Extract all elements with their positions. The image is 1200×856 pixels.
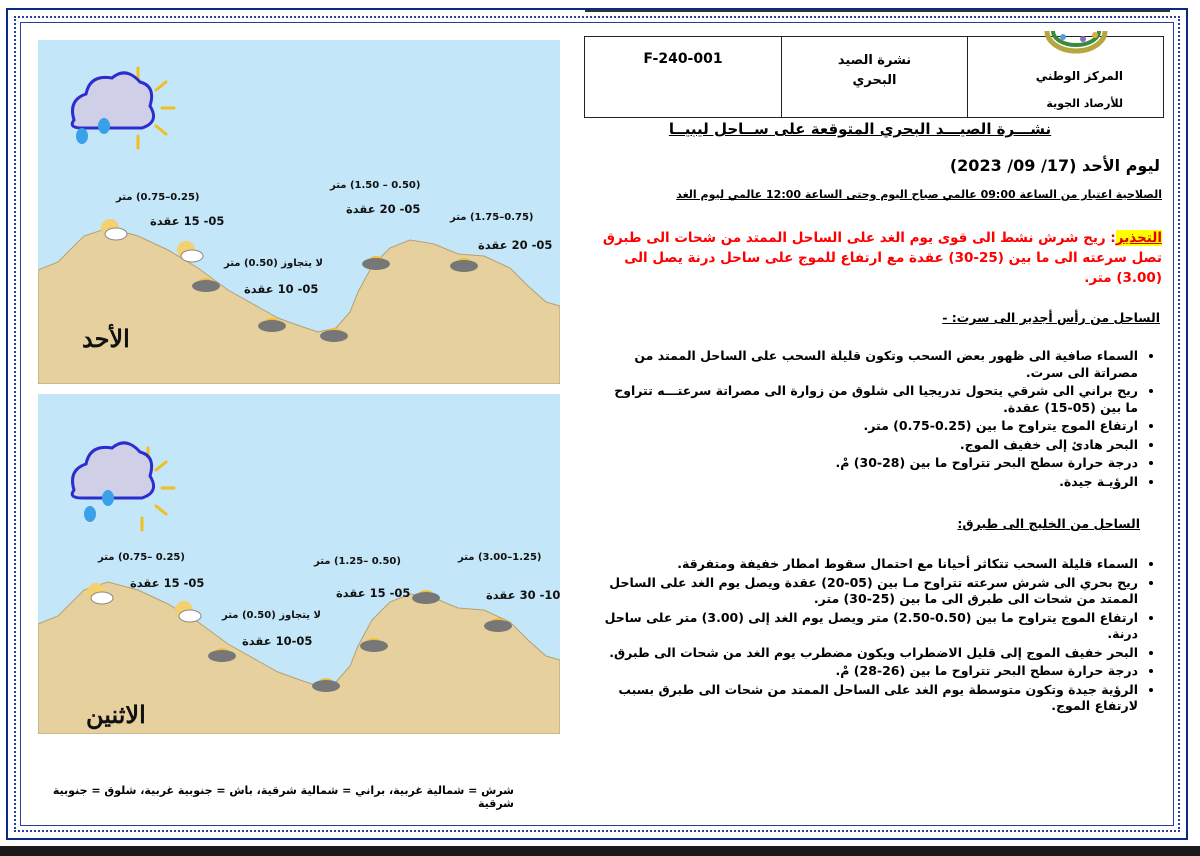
map-monday <box>38 394 560 734</box>
bulletin-title: نشـــرة الصيـــد البحري المتوقعة على ســاحل ليبيــا <box>668 120 1052 138</box>
header-bulletin-cell <box>781 37 967 117</box>
warning-label: التحذير <box>1115 230 1162 246</box>
nmc-logo-icon <box>1043 31 1109 55</box>
list-item: • الرؤيـة جيدة. <box>600 474 1138 491</box>
bulletin-name-line2: البحري <box>852 73 897 88</box>
map-label: 05- 15 عقدة <box>150 214 225 228</box>
warning-block <box>598 228 1162 288</box>
map-label: (0.25 –0.75) متر <box>98 552 185 563</box>
map-label: (0.25–0.75) متر <box>116 192 200 203</box>
coastline-map-monday <box>38 394 560 734</box>
section2-list <box>600 556 1162 717</box>
section2-heading: الساحل من الخليج الى طبرق: <box>957 516 1140 531</box>
bottom-bar <box>0 846 1200 856</box>
map-label: 05- 20 عقدة <box>346 202 421 216</box>
list-item: • ارتفاع الموج يتراوح ما بين (0.50-2.50) متر ويصل يوم الغد إلى (3.00) متر على ساحل درنة. <box>600 610 1138 643</box>
list-item: • البحر هادئ إلى خفيف الموج. <box>600 437 1138 454</box>
bulletin-name-line1: نشرة الصيد <box>837 53 912 68</box>
wind-direction-legend: شرش = شمالية غربية، براني = شمالية شرقية، باش = جنوبية غربية، شلوق = جنوبية شرقية <box>52 784 514 810</box>
warning-text: : ريح شرش نشط الى قوى يوم الغد على الساحل الممتد من شحات الى طبرق تصل سرعته الى ما بين (25-30) عقدة مع ارتفاع للموج على ساحل درنة يصل الى (3.00) متر. <box>602 230 1162 286</box>
map-label: 05- 15 عقدة <box>130 576 205 590</box>
top-rule <box>585 10 1170 12</box>
weather-sun-cloud-icon <box>312 678 340 692</box>
list-item: • درجة حرارة سطح البحر تتراوح ما بين (26-28) مْ. <box>600 663 1138 680</box>
map-label: لا يتجاوز (0.50) متر <box>224 258 323 269</box>
list-item: • ارتفاع الموج يتراوح ما بين (0.25-0.75) متر. <box>600 418 1138 435</box>
map-label: 05- 15 عقدة <box>336 586 411 600</box>
header-org-cell <box>967 37 1163 117</box>
weather-sun-cloud-icon <box>412 590 440 604</box>
map-label: لا يتجاوز (0.50) متر <box>222 610 321 621</box>
map-label: 10- 30 عقدة <box>486 588 560 602</box>
list-item: • البحر خفيف الموج إلى قليل الاضطراب ويكون مضطرب يوم الغد من شحات الى طبرق. <box>600 645 1138 662</box>
header-table <box>584 36 1164 118</box>
cloud-rain-sun-icon <box>72 68 174 148</box>
map-day-name: الأحد <box>82 324 130 353</box>
list-item: • ريح براني الى شرقي يتحول تدريجيا الى شلوق من زوارة الى مصراتة سرعتـــه تتراوح ما بين (05-15) عقدة. <box>600 383 1138 416</box>
list-item: • السماء صافية الى ظهور بعض السحب وتكون قليلة السحب على الساحل الممتد من مصراتة الى سرت. <box>600 348 1138 381</box>
org-name-line2: للأرصاد الجوية <box>1046 97 1123 110</box>
list-item: • الرؤية جيدة وتكون متوسطة يوم الغد على الساحل الممتد من شحات الى طبرق بسبب لارتفاع الموج. <box>600 682 1138 715</box>
org-name-line1: المركز الوطني <box>1035 69 1123 83</box>
map-label: (0.50 –1.25) متر <box>314 556 401 567</box>
map-label: 10-05 عقدة <box>242 634 313 648</box>
list-item: • درجة حرارة سطح البحر تتراوح ما بين (28-30) مْ. <box>600 455 1138 472</box>
map-day-name: الاثنين <box>86 700 146 729</box>
section1-list <box>600 348 1162 492</box>
map-label: (1.25–3.00) متر <box>458 552 542 563</box>
map-label: (0.50 – 1.50) متر <box>330 180 421 191</box>
section1-heading: الساحل من رأس أجدير الى سرت: - <box>942 310 1160 325</box>
cloud-rain-sun-icon <box>72 443 174 530</box>
list-item: • ريح بحري الى شرش سرعته تتراوح مـا بين (05-20) عقدة ويصل يوم الغد على الساحل الممتد من شحات الى طبرق الى ما بين (25-30) متر. <box>600 575 1138 608</box>
header-code-cell <box>585 37 781 117</box>
map-label: (0.75–1.75) متر <box>450 212 534 223</box>
validity-text: الصلاحية اعتبار من الساعة 09:00 عالمي صباح اليوم وحتى الساعة 12:00 عالمي ليوم الغد <box>676 188 1162 201</box>
bulletin-date: ليوم الأحد (17/ 09/ 2023) <box>949 156 1160 175</box>
map-label: 05- 10 عقدة <box>244 282 319 296</box>
form-code: F-240-001 <box>643 51 723 67</box>
list-item: • السماء قليلة السحب تتكاثر أحيانا مع احتمال سقوط امطار خفيفة ومتفرقة. <box>600 556 1138 573</box>
map-sunday <box>38 40 560 384</box>
map-label: 05- 20 عقدة <box>478 238 553 252</box>
